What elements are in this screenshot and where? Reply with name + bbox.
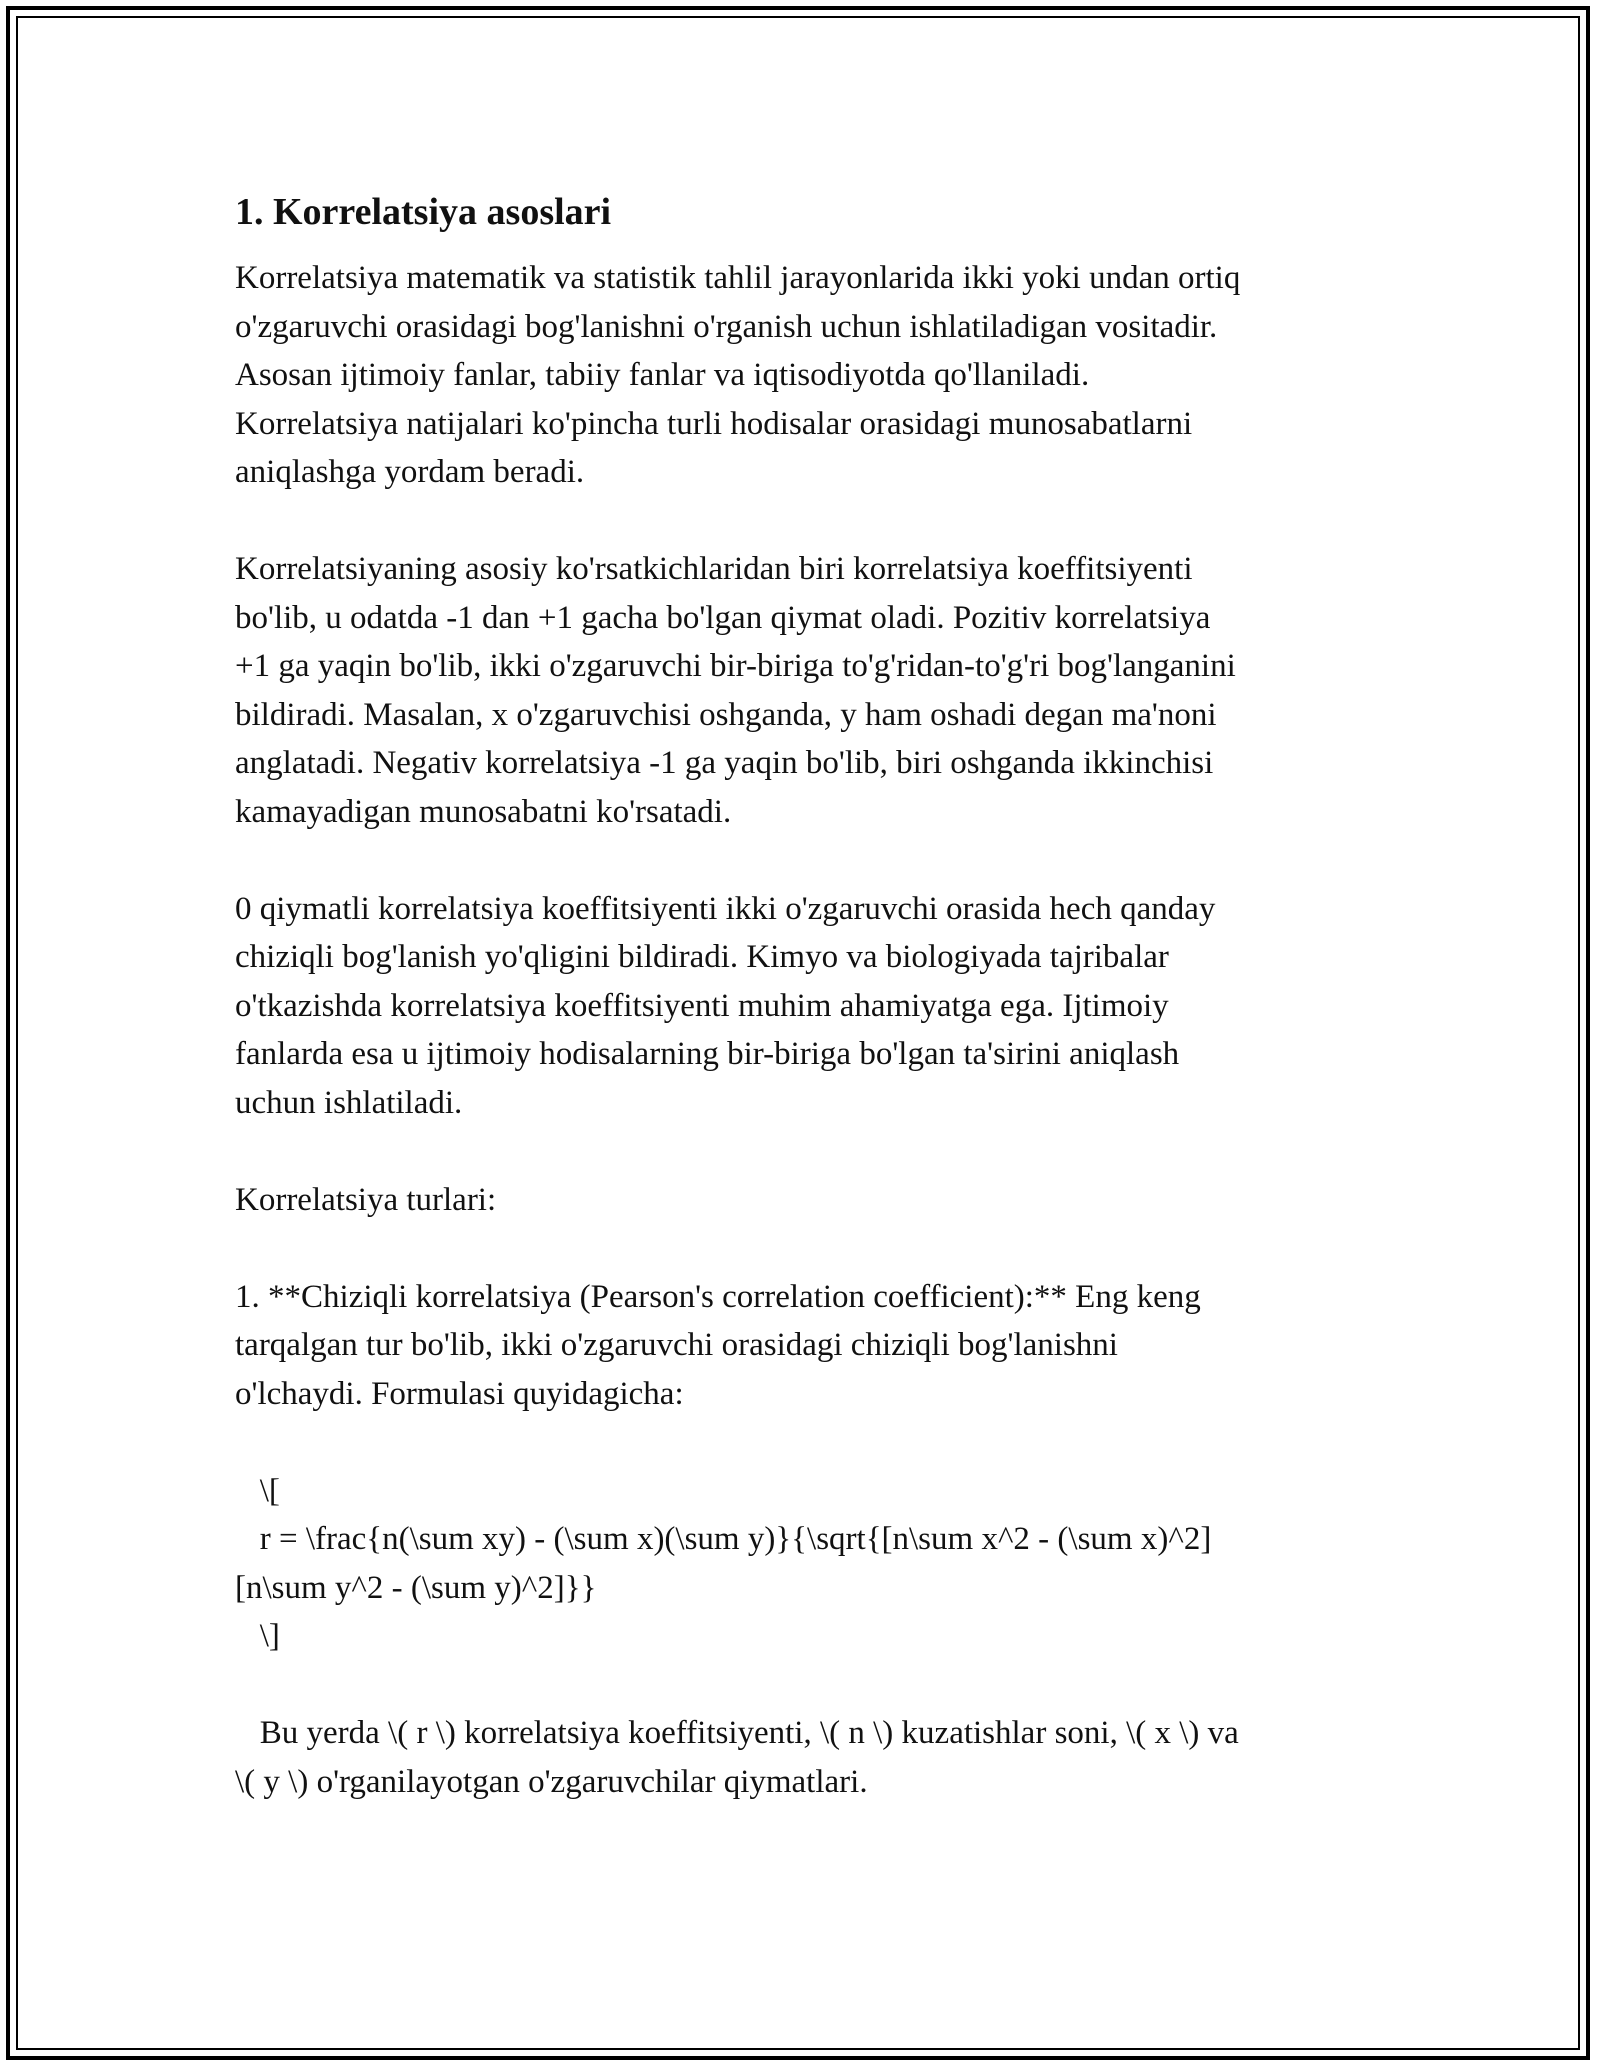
section-heading: 1. Korrelatsiya asoslari <box>235 191 612 233</box>
paragraph-intro: Korrelatsiya matematik va statistik tahlil jarayonlarida ikki yoki undan ortiq o'zgaruvchi orasidagi bog'lanishni o'rganish uchun ishlatiladigan vositadir. Asosan ijtimoiy fanlar, tabiiy fanlar va iqtisodiyotda qo'llaniladi. Korrelatsiya natijalari ko'pincha turli hodisalar orasidagi munosabatlarni aniqlashga yordam beradi. <box>235 260 1241 490</box>
paragraph-types-heading: Korrelatsiya turlari: <box>235 1181 497 1218</box>
formula-block: \[ r = \frac{n(\sum xy) - (\sum x)(\sum y)}{\sqrt{[n\sum x^2 - (\sum x)^2] [n\sum y^2 - (\sum y)^2]}} \] <box>235 1472 1212 1654</box>
paragraph-variables: Bu yerda \( r \) korrelatsiya koeffitsiyenti, \( n \) kuzatishlar soni, \( x \) va \( y \) o'rganilayotgan o'zgaruvchilar qiymatlari. <box>235 1715 1239 1800</box>
paragraph-coefficient: Korrelatsiyaning asosiy ko'rsatkichlaridan biri korrelatsiya koeffitsiyenti bo'lib, u odatda -1 dan +1 gacha bo'lgan qiymat oladi. Pozitiv korrelatsiya +1 ga yaqin bo'lib, ikki o'zgaruvchi bir-biriga to'g'ridan-to'g'ri bog'langanini bildiradi. Masalan, x o'zgaruvchisi oshganda, y ham oshadi degan ma'noni anglatadi. Negativ korrelatsiya -1 ga yaqin bo'lib, biri oshganda ikkinchisi kamayadigan munosabatni ko'rsatadi. <box>235 551 1236 830</box>
paragraph-zero-correlation: 0 qiymatli korrelatsiya koeffitsiyenti ikki o'zgaruvchi orasida hech qanday chiziqli bog'lanish yo'qligini bildiradi. Kimyo va biologiyada tajribalar o'tkazishda korrelatsiya koeffitsiyenti muhim ahamiyatga ega. Ijtimoiy fanlarda esa u ijtimoiy hodisalarning bir-biriga bo'lgan ta'sirini aniqlash uchun ishlatiladi. <box>235 890 1216 1121</box>
document-body <box>235 186 1365 1806</box>
paragraph-pearson: 1. **Chiziqli korrelatsiya (Pearson's correlation coefficient):** Eng keng tarqalgan tur bo'lib, ikki o'zgaruvchi orasidagi chiziqli bog'lanishni o'lchaydi. Formulasi quyidagicha: <box>235 1278 1201 1412</box>
